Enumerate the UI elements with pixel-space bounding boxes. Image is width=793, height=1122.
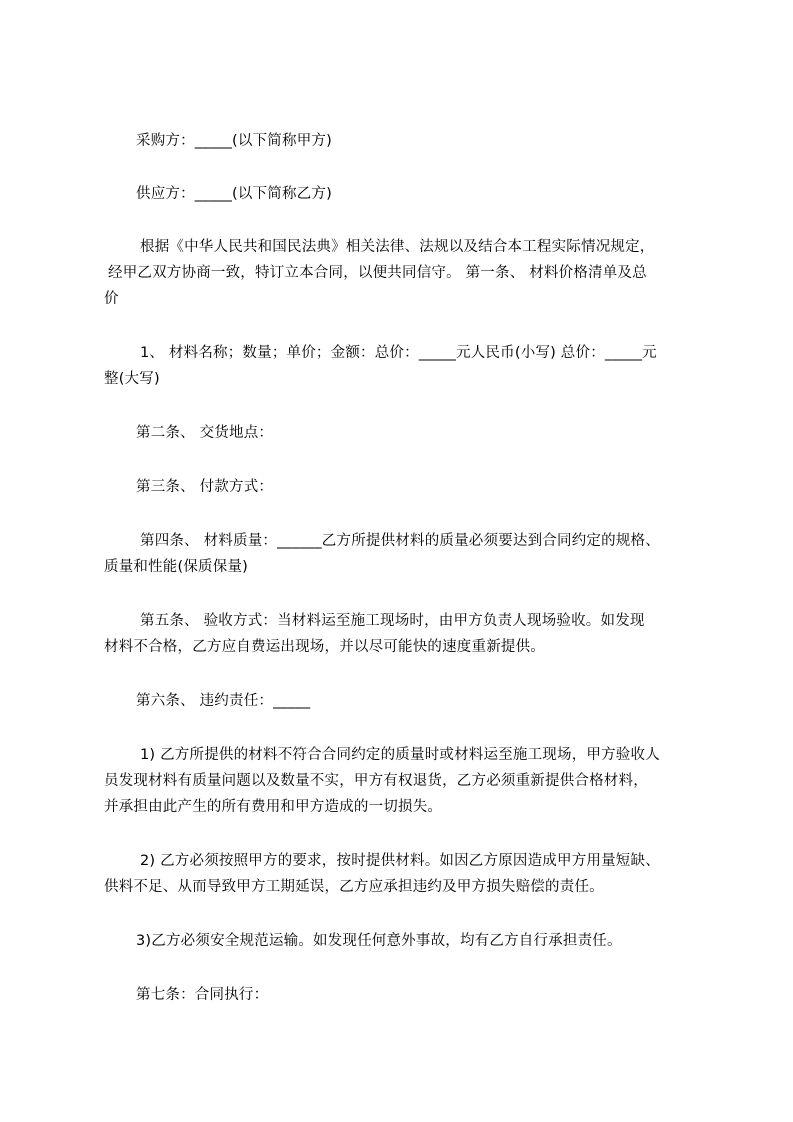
preamble-line-2: 经甲乙双方协商一致，特订立本合同，以便共同信守。 第一条、 材料价格清单及总 xyxy=(108,265,647,281)
item-1-line-1: 1、 材料名称；数量；单价；金额：总价：_____元人民币(小写) 总价：_____元 xyxy=(140,345,657,361)
article-4-line-2: 质量和性能(保质保量) xyxy=(104,559,249,575)
supplier-line: 供应方：_____(以下简称乙方) xyxy=(136,186,332,202)
clause-1-line-2: 员发现材料有质量问题以及数量不实，甲方有权退货，乙方必须重新提供合格材料， xyxy=(104,773,648,789)
clause-3: 3)乙方必须安全规范运输。如发现任何意外事故，均有乙方自行承担责任。 xyxy=(136,933,622,949)
preamble-line-1: 根据《中华人民共和国民法典》相关法律、法规以及结合本工程实际情况规定， xyxy=(140,239,655,255)
article-5-line-2: 材料不合格，乙方应自费运出现场，并以尽可能快的速度重新提供。 xyxy=(104,639,545,655)
item-1-line-2: 整(大写) xyxy=(104,371,160,387)
clause-2-line-1: 2) 乙方必须按照甲方的要求，按时提供材料。如因乙方原因造成甲方用量短缺、 xyxy=(140,853,660,869)
preamble-line-3: 价 xyxy=(104,291,119,307)
article-5-line-1: 第五条、 验收方式：当材料运至施工现场时，由甲方负责人现场验收。如发现 xyxy=(140,613,645,629)
clause-1-line-3: 并承担由此产生的所有费用和甲方造成的一切损失。 xyxy=(104,799,443,815)
article-4-line-1: 第四条、 材料质量：______乙方所提供材料的质量必须要达到合同约定的规格、 xyxy=(140,533,660,549)
article-6: 第六条、 违约责任：_____ xyxy=(136,693,311,709)
buyer-line: 采购方：_____(以下简称甲方) xyxy=(136,133,332,149)
article-3: 第三条、 付款方式： xyxy=(136,479,274,495)
article-2: 第二条、 交货地点： xyxy=(136,425,274,441)
clause-2-line-2: 供料不足、从而导致甲方工期延误，乙方应承担违约及甲方损失赔偿的责任。 xyxy=(104,879,604,895)
article-7: 第七条：合同执行： xyxy=(136,987,269,1003)
clause-1-line-1: 1) 乙方所提供的材料不符合合同约定的质量时或材料运至施工现场，甲方验收人 xyxy=(140,747,660,763)
